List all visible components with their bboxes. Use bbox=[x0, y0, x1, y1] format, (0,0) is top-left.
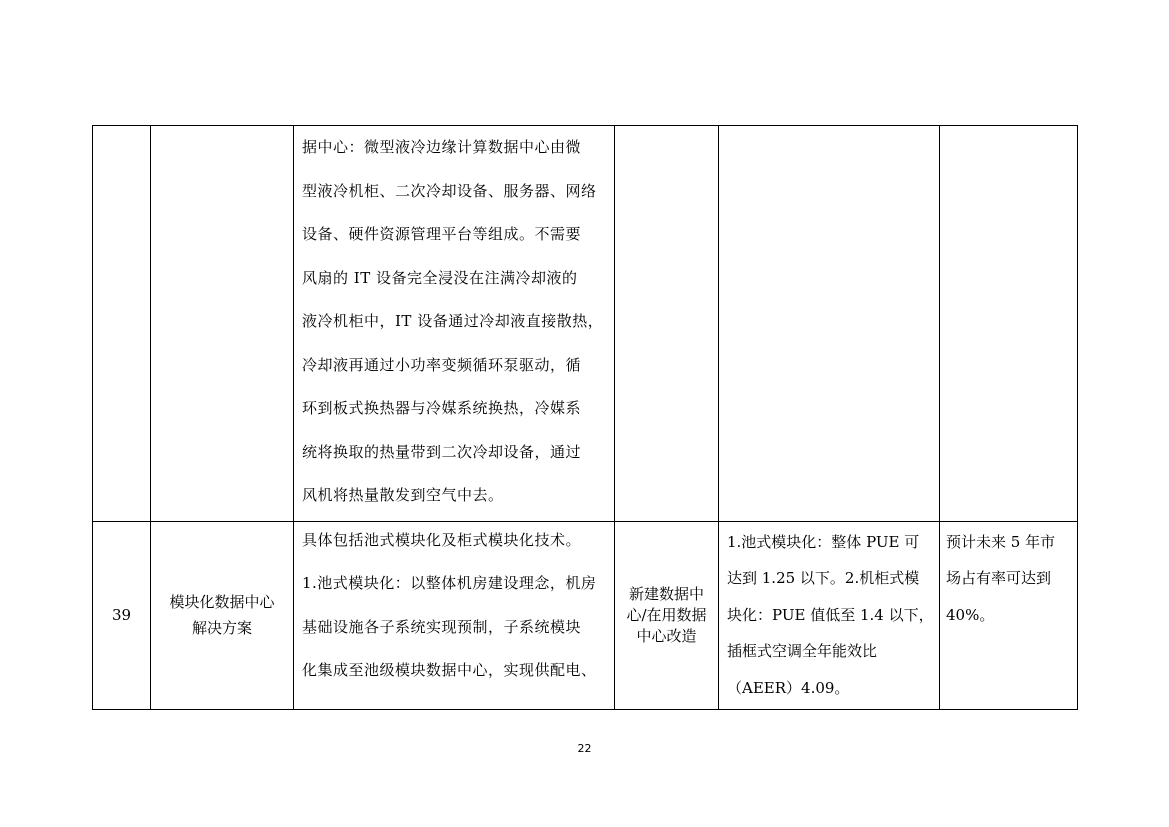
description-line: 基础设施各子系统实现预制，子系统模块 bbox=[302, 617, 582, 636]
description-line: 据中心：微型液冷边缘计算数据中心由微 bbox=[302, 138, 582, 156]
description-line: 1.池式模块化：以整体机房建设理念，机房 bbox=[302, 574, 597, 592]
description-line: 型液冷机柜、二次冷却设备、服务器、网络 bbox=[302, 181, 597, 200]
effect-cell bbox=[719, 126, 940, 522]
effect-line: 达到 1.25 以下。2.机柜式模 bbox=[727, 569, 920, 587]
description-line: 风扇的 IT 设备完全浸没在注满冷却液的 bbox=[302, 268, 578, 287]
description-line: 统将换取的热量带到二次冷却设备，通过 bbox=[302, 442, 582, 461]
market-cell bbox=[940, 521, 1078, 710]
index-cell bbox=[93, 521, 151, 710]
effect-line: （AEER）4.09。 bbox=[727, 678, 850, 697]
market-line: 40%。 bbox=[946, 605, 995, 624]
name-cell bbox=[151, 126, 294, 522]
scenario-cell bbox=[615, 521, 719, 710]
scenario-line: 中心改造 bbox=[636, 626, 697, 645]
technology-table bbox=[92, 125, 1078, 710]
description-line: 具体包括池式模块化及柜式模块化技术。 bbox=[302, 530, 582, 549]
name-line: 解决方案 bbox=[191, 619, 252, 638]
index-cell bbox=[93, 126, 151, 522]
index-text: 39 bbox=[111, 606, 132, 625]
effect-cell bbox=[719, 521, 940, 710]
name-line: 模块化数据中心 bbox=[169, 593, 275, 612]
table-row bbox=[93, 126, 1078, 522]
market-cell bbox=[940, 126, 1078, 522]
effect-line: 块化：PUE 值低至 1.4 以下， bbox=[727, 605, 934, 624]
scenario-line: 心/在用数据 bbox=[626, 605, 707, 624]
description-cell bbox=[294, 521, 615, 710]
page-number: 22 bbox=[577, 742, 592, 755]
description-line: 液冷机柜中，IT 设备通过冷却液直接散热， bbox=[302, 312, 604, 330]
effect-line: 插框式空调全年能效比 bbox=[727, 642, 878, 660]
description-line: 环到板式换热器与冷媒系统换热，冷媒系 bbox=[302, 399, 582, 417]
description-line: 设备、硬件资源管理平台等组成。不需要 bbox=[302, 225, 582, 243]
table-row bbox=[93, 521, 1078, 710]
market-line: 预计未来 5 年市 bbox=[946, 532, 1056, 551]
description-line: 冷却液再通过小功率变频循环泵驱动，循 bbox=[302, 355, 582, 374]
effect-line: 1.池式模块化：整体 PUE 可 bbox=[727, 532, 920, 551]
scenario-line: 新建数据中 bbox=[628, 584, 704, 603]
name-cell bbox=[151, 521, 294, 710]
description-line: 化集成至池级模块数据中心，实现供配电、 bbox=[302, 661, 597, 679]
scenario-cell bbox=[615, 126, 719, 522]
description-line: 风机将热量散发到空气中去。 bbox=[302, 486, 504, 504]
description-cell bbox=[294, 126, 615, 522]
market-line: 场占有率可达到 bbox=[946, 569, 1052, 587]
